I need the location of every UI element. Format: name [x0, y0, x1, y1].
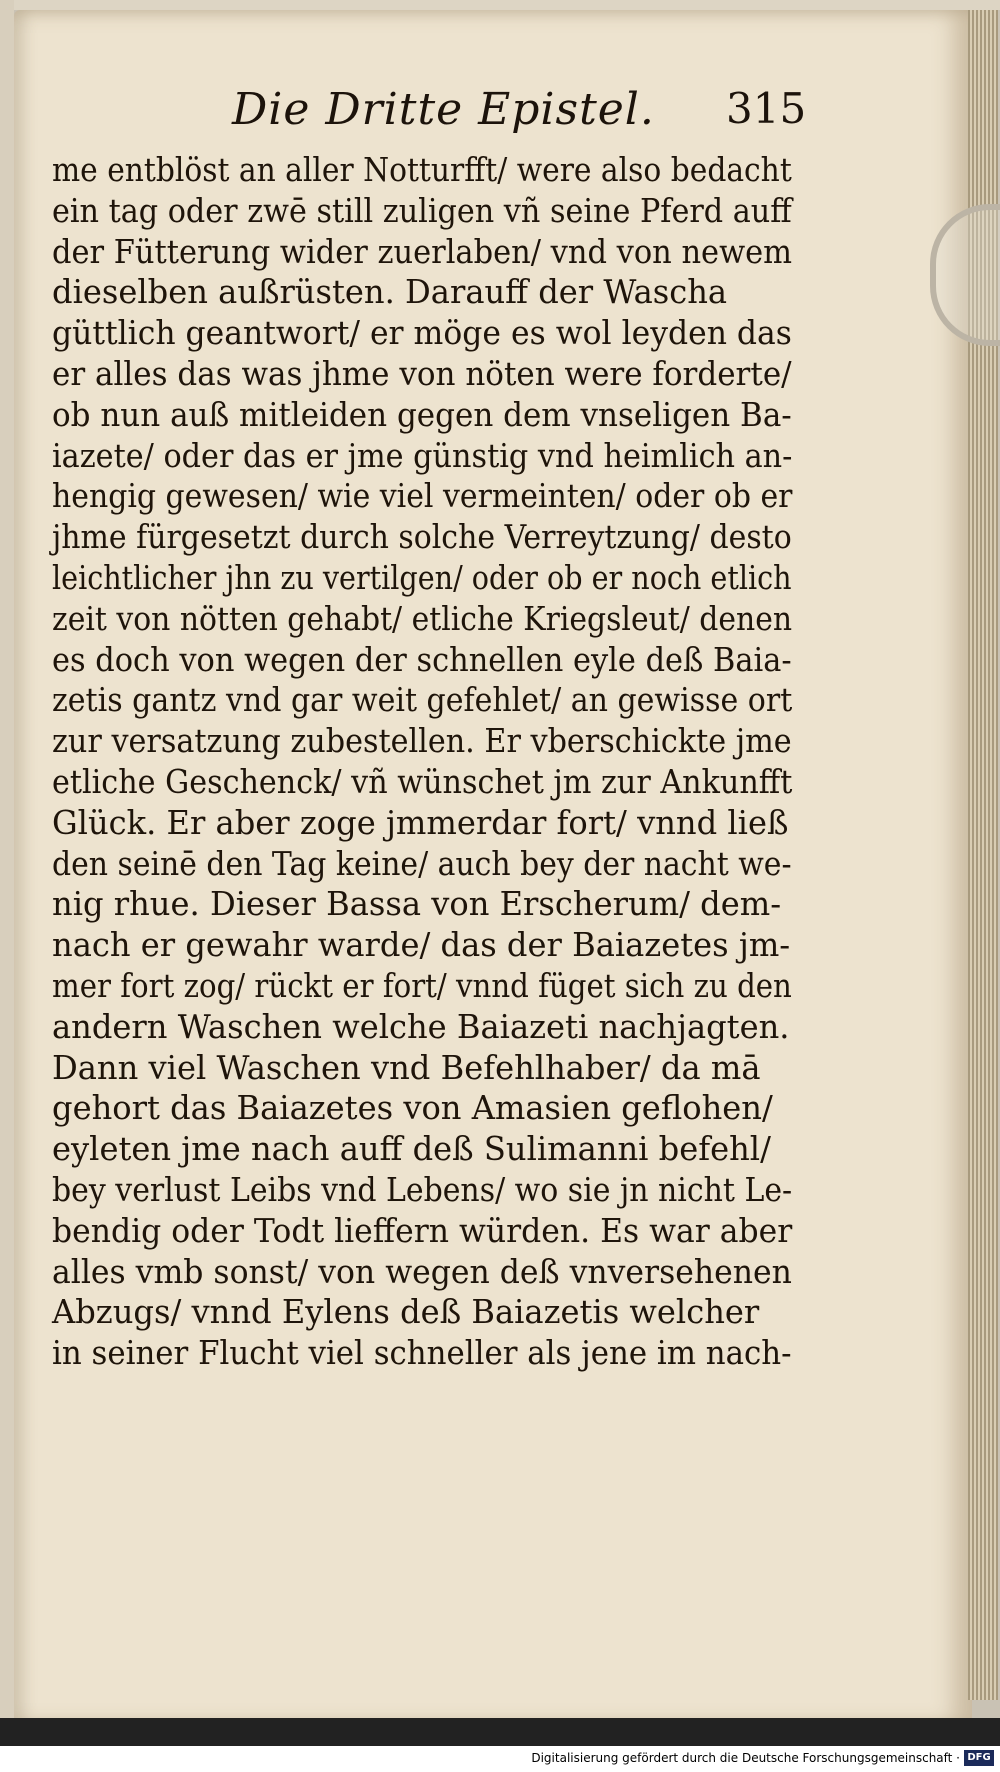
text-line: nig rhue. Dieser Bassa von Erscherum/ dem- — [52, 884, 782, 924]
dfg-logo: DFG — [964, 1750, 994, 1766]
text-line: etliche Geschenck/ vñ wünschet jm zur Ankunfft — [52, 762, 793, 801]
text-line: andern Waschen welche Baiazeti nachjagten. — [52, 1006, 790, 1046]
text-line: me entblöst an aller Notturfft/ were also bedacht — [52, 150, 792, 189]
text-line: nach er gewahr warde/ das der Baiazetes jm- — [52, 925, 791, 965]
text-line: in seiner Flucht viel schneller als jene im nach- — [52, 1333, 792, 1373]
text-line: Glück. Er aber zoge jmmerdar fort/ vnnd ließ — [52, 802, 789, 842]
text-line: es doch von wegen der schnellen eyle deß Baia- — [52, 639, 792, 679]
text-line: alles vmb sonst/ von wegen deß vnversehenen — [52, 1251, 792, 1291]
text-line: ob nun auß mitleiden gegen dem vnseligen Ba- — [52, 394, 792, 434]
page-header — [0, 84, 1000, 154]
text-line: güttlich geantwort/ er möge es wol leyden das — [52, 313, 792, 353]
text-line: bey verlust Leibs vnd Lebens/ wo sie jn nicht Le- — [52, 1170, 793, 1209]
footer — [0, 1746, 1000, 1772]
text-line: er alles das was jhme von nöten were forderte/ — [52, 354, 792, 393]
text-line: zetis gantz vnd gar weit gefehlet/ an gewisse ort — [52, 680, 793, 720]
running-title: Die Dritte Epistel. — [232, 84, 655, 135]
text-line: Dann viel Waschen vnd Befehlhaber/ da mā — [52, 1047, 761, 1087]
footer-credit: Digitalisierung gefördert durch die Deutsche Forschungsgemeinschaft · — [531, 1751, 960, 1765]
text-line: leichtlicher jhn zu vertilgen/ oder ob er noch etlich — [52, 558, 792, 597]
text-line: iazete/ oder das er jme günstig vnd heimlich an- — [52, 435, 793, 475]
text-line: der Fütterung wider zuerlaben/ vnd von newem — [52, 231, 793, 271]
text-line: zur versatzung zubestellen. Er vberschickte jme — [52, 721, 792, 761]
scan-bottom-bar — [0, 1718, 1000, 1746]
text-line: gehort das Baiazetes von Amasien geflohen/ — [52, 1088, 773, 1128]
text-line: dieselben außrüsten. Darauff der Wascha — [52, 272, 728, 312]
text-line: hengig gewesen/ wie viel vermeinten/ oder ob er — [52, 476, 793, 516]
text-line: zeit von nötten gehabt/ etliche Kriegsleut/ denen — [52, 598, 793, 638]
text-line: den seinē den Tag keine/ auch bey der nacht we- — [52, 843, 792, 883]
scan-left-edge — [0, 0, 14, 1772]
text-line: bendig oder Todt lieffern würden. Es war aber — [52, 1210, 793, 1250]
text-line: eyleten jme nach auff deß Sulimanni befehl/ — [52, 1129, 771, 1169]
text-line: mer fort zog/ rückt er fort/ vnnd füget sich zu den — [52, 966, 792, 1005]
text-line: Abzugs/ vnnd Eylens deß Baiazetis welcher — [52, 1292, 760, 1332]
text-line: ein tag oder zwē still zuligen vñ seine Pferd auff — [52, 190, 792, 230]
scan-top-edge — [0, 0, 1000, 10]
page-number: 315 — [726, 84, 807, 133]
text-line: jhme fürgesetzt durch solche Verreytzung/ desto — [52, 517, 792, 557]
